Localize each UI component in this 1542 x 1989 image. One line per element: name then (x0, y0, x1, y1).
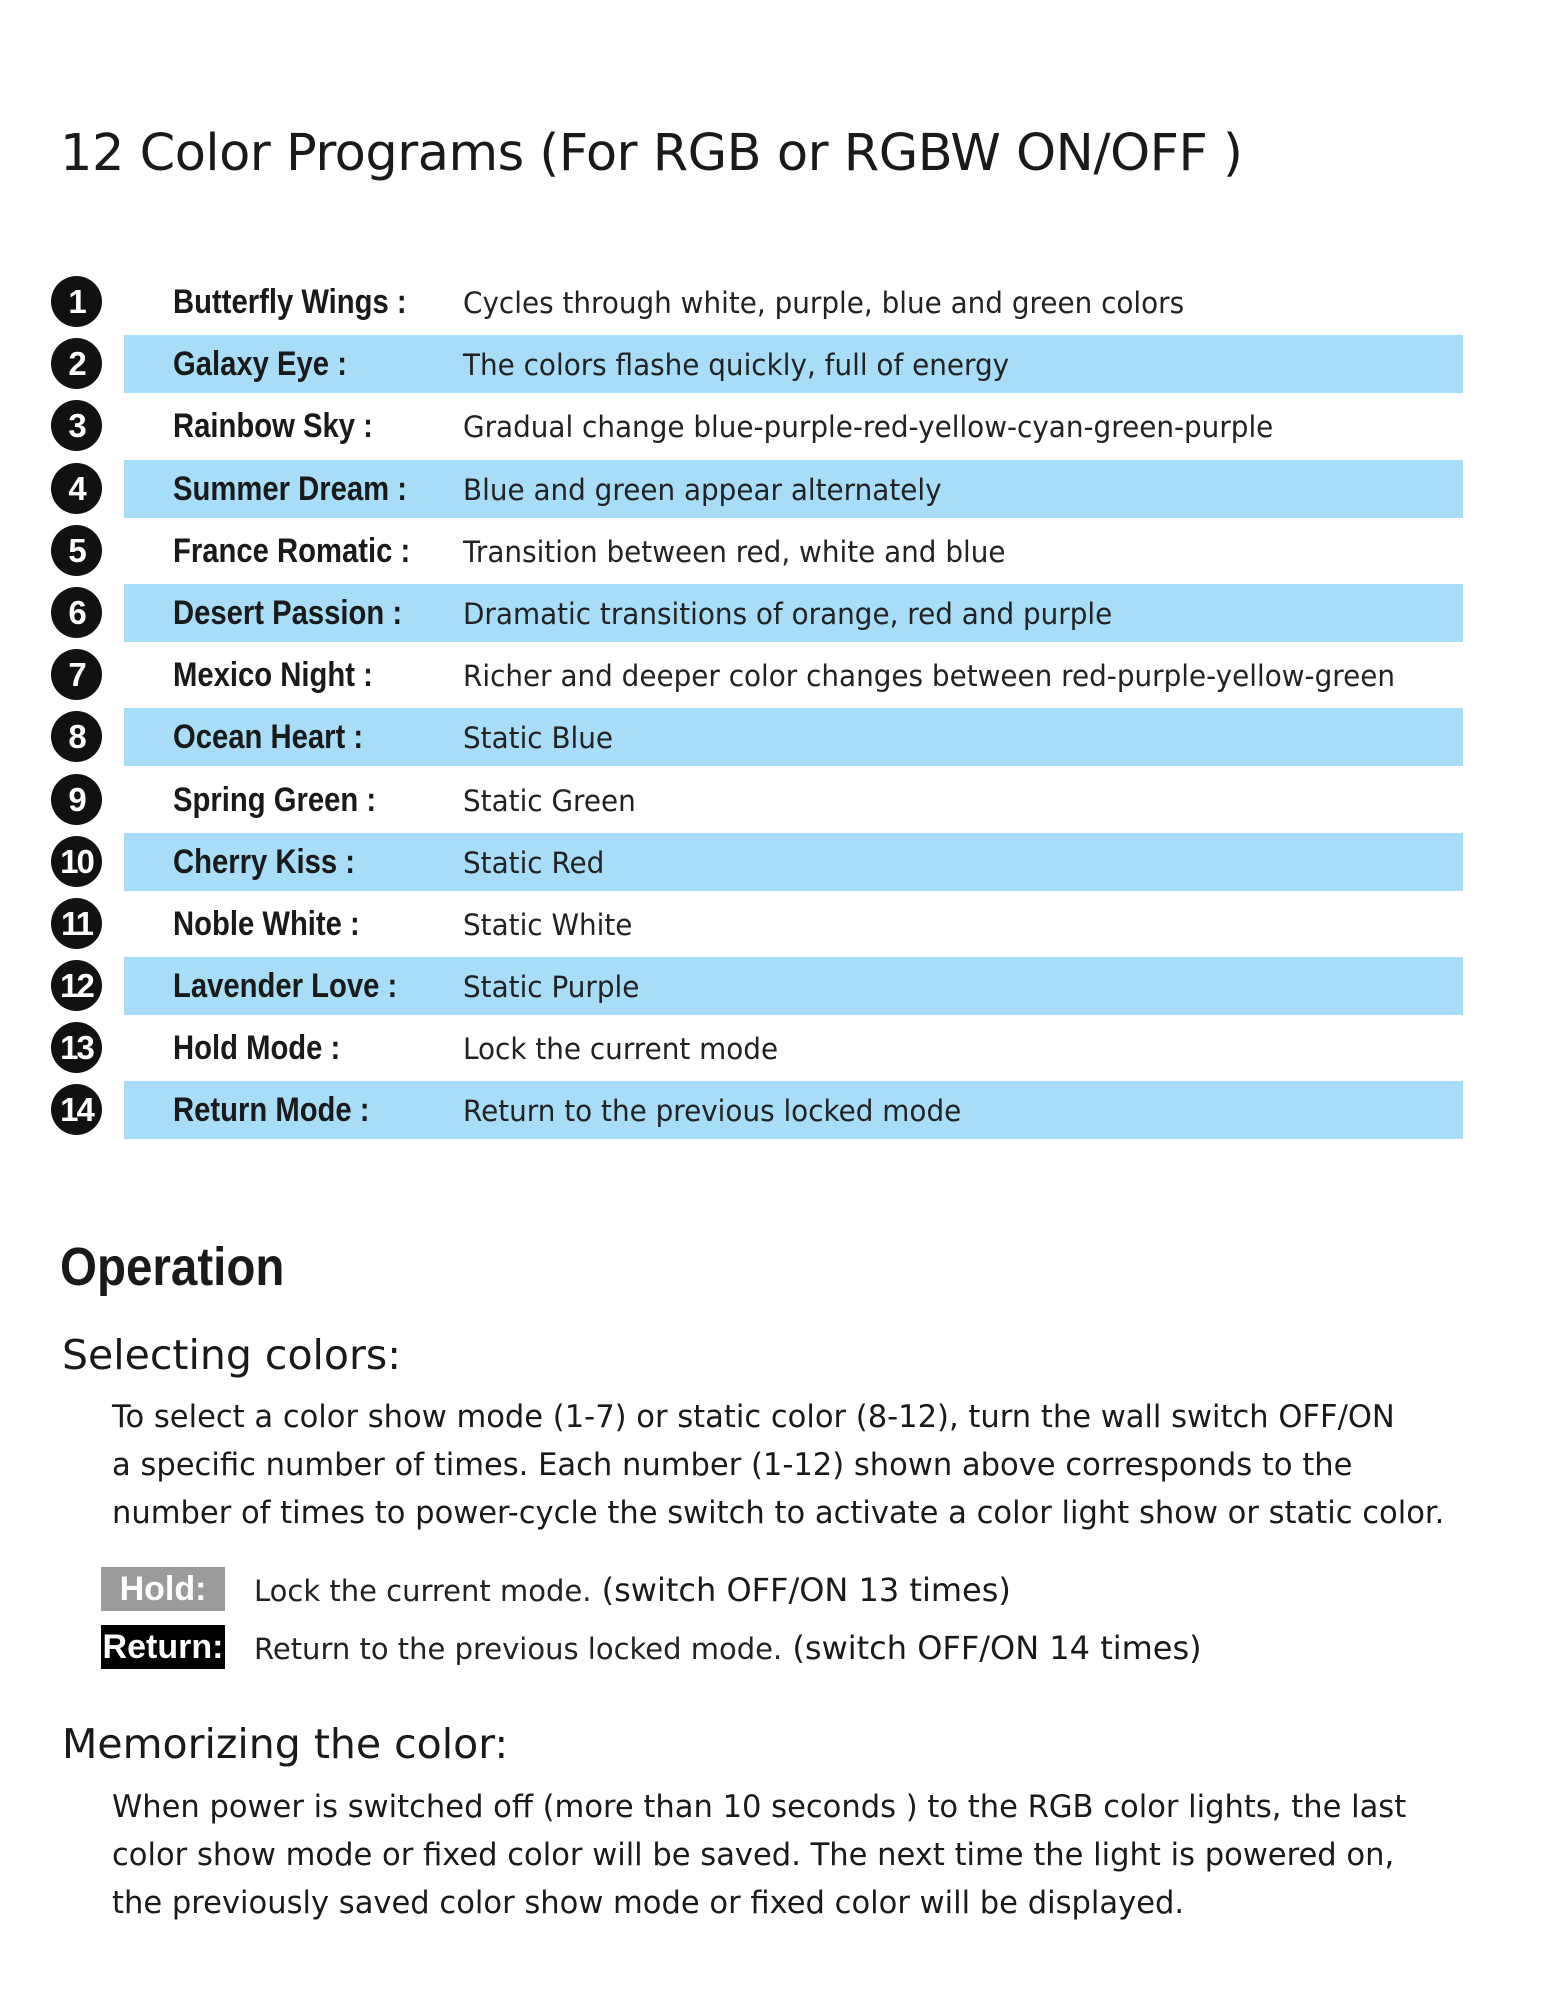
program-row (0, 706, 1542, 768)
program-description: Static Red (463, 845, 605, 880)
program-row (0, 333, 1542, 395)
color-program-list (0, 271, 1542, 1142)
program-description: Dramatic transitions of orange, red and purple (463, 596, 1113, 631)
paragraph-line: To select a color show mode (1-7) or static color (8-12), turn the wall switch OFF/ON (112, 1399, 1395, 1435)
program-description: The colors flashe quickly, full of energy (463, 348, 1010, 383)
program-name: Summer Dream : (173, 469, 408, 508)
program-description: Return to the previous locked mode (463, 1094, 962, 1129)
page-title: 12 Color Programs (For RGB or RGBW ON/OFF ) (60, 124, 1243, 183)
program-number-badge: 13 (51, 1022, 102, 1073)
program-number-badge: 10 (51, 836, 102, 887)
paragraph-line: color show mode or fixed color will be saved. The next time the light is powered on, (112, 1837, 1395, 1873)
program-name: Desert Passion : (173, 593, 403, 632)
program-number-badge: 1 (51, 276, 102, 327)
program-name: Lavender Love : (173, 967, 398, 1006)
program-name: Hold Mode : (173, 1029, 341, 1068)
program-number-badge: 2 (51, 338, 102, 389)
selecting-colors-paragraph (112, 1393, 1445, 1537)
memorizing-color-heading: Memorizing the color: (62, 1720, 509, 1768)
return-badge: Return: (101, 1625, 225, 1669)
paragraph-line: number of times to power-cycle the switch to activate a color light show or static color. (112, 1495, 1445, 1531)
program-row (0, 582, 1542, 644)
program-number-badge: 5 (51, 525, 102, 576)
program-name: Noble White : (173, 904, 360, 943)
program-name: Rainbow Sky : (173, 407, 373, 446)
return-description: Return to the previous locked mode. (254, 1632, 783, 1666)
paragraph-line: the previously saved color show mode or fixed color will be displayed. (112, 1885, 1185, 1921)
program-description: Static Blue (463, 721, 614, 756)
program-description: Richer and deeper color changes between red-purple-yellow-green (463, 659, 1396, 694)
hold-text-line (254, 1567, 1011, 1614)
selecting-colors-heading: Selecting colors: (62, 1331, 402, 1379)
program-number-badge: 7 (51, 649, 102, 700)
program-row (0, 1017, 1542, 1079)
return-switch-count: (switch OFF/ON 14 times) (782, 1629, 1202, 1667)
program-row (0, 831, 1542, 893)
program-row (0, 1079, 1542, 1141)
hold-instruction (101, 1567, 1401, 1613)
return-instruction (101, 1625, 1401, 1671)
program-number-badge: 4 (51, 463, 102, 514)
program-description: Blue and green appear alternately (463, 472, 942, 507)
program-name: Return Mode : (173, 1091, 370, 1130)
program-row (0, 520, 1542, 582)
program-row (0, 769, 1542, 831)
program-description: Gradual change blue-purple-red-yellow-cyan-green-purple (463, 410, 1274, 445)
paragraph-line: When power is switched off (more than 10 seconds ) to the RGB color lights, the last (112, 1789, 1407, 1825)
paragraph-line: a specific number of times. Each number (1-12) shown above corresponds to the (112, 1447, 1353, 1483)
program-description: Lock the current mode (463, 1032, 779, 1067)
program-name: Spring Green : (173, 780, 377, 819)
program-description: Transition between red, white and blue (463, 534, 1006, 569)
program-name: Cherry Kiss : (173, 842, 356, 881)
program-number-badge: 6 (51, 587, 102, 638)
program-number-badge: 14 (51, 1084, 102, 1135)
hold-badge: Hold: (101, 1567, 225, 1611)
program-row (0, 458, 1542, 520)
program-number-badge: 8 (51, 711, 102, 762)
program-description: Static Purple (463, 970, 640, 1005)
program-name: France Romatic : (173, 531, 411, 570)
program-row (0, 644, 1542, 706)
program-number-badge: 9 (51, 774, 102, 825)
program-row (0, 955, 1542, 1017)
program-number-badge: 3 (51, 400, 102, 451)
hold-switch-count: (switch OFF/ON 13 times) (591, 1571, 1011, 1609)
program-number-badge: 11 (51, 898, 102, 949)
program-description: Static White (463, 907, 633, 942)
program-name: Butterfly Wings : (173, 283, 407, 321)
hold-description: Lock the current mode. (254, 1574, 592, 1608)
program-row (0, 271, 1542, 333)
program-row (0, 395, 1542, 457)
program-name: Galaxy Eye : (173, 345, 347, 384)
return-text-line (254, 1625, 1202, 1672)
program-name: Ocean Heart : (173, 718, 364, 757)
program-name: Mexico Night : (173, 656, 373, 695)
operation-heading: Operation (60, 1237, 285, 1297)
program-description: Cycles through white, purple, blue and green colors (463, 286, 1185, 320)
program-row (0, 893, 1542, 955)
memorizing-color-paragraph (112, 1783, 1442, 1927)
program-description: Static Green (463, 783, 636, 818)
program-number-badge: 12 (51, 960, 102, 1011)
